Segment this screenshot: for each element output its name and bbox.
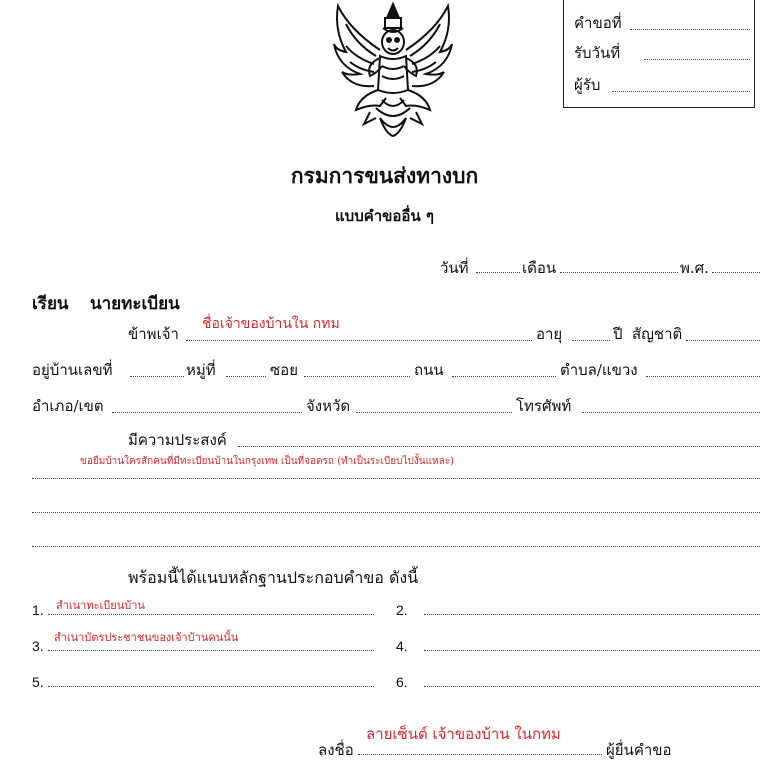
garuda-emblem-icon: [330, 0, 456, 138]
attachment-number: 4.: [396, 638, 408, 654]
phone-field[interactable]: [582, 412, 760, 413]
subdistrict-field[interactable]: [646, 376, 760, 377]
attachment-field[interactable]: [424, 686, 760, 687]
attachment-field[interactable]: [48, 686, 374, 687]
attachment-number: 3.: [32, 638, 44, 654]
road-label: ถนน: [414, 361, 444, 379]
form-title: แบบคำขออื่น ๆ: [335, 207, 434, 225]
nationality-label: สัญชาติ: [632, 325, 683, 343]
attachment-number: 6.: [396, 674, 408, 690]
province-field[interactable]: [356, 412, 512, 413]
purpose-line-4[interactable]: [32, 546, 760, 547]
agency-title: กรมการขนส่งทางบก: [290, 163, 479, 188]
attachments-heading: พร้อมนี้ได้แนบหลักฐานประกอบคำขอ ดังนี้: [128, 568, 419, 587]
attachment-field[interactable]: [48, 614, 374, 615]
soi-field[interactable]: [304, 376, 410, 377]
month-field[interactable]: [560, 272, 678, 273]
province-label: จังหวัด: [306, 397, 351, 415]
receipt-box: [563, 0, 755, 108]
attachment-field[interactable]: [424, 614, 760, 615]
age-label: อายุ: [536, 325, 563, 343]
age-field[interactable]: [572, 340, 610, 341]
phone-label: โทรศัพท์: [516, 397, 572, 415]
day-field[interactable]: [476, 272, 520, 273]
nationality-field[interactable]: [686, 340, 760, 341]
moo-field[interactable]: [226, 376, 266, 377]
attachment-number: 1.: [32, 602, 44, 618]
house-no-field[interactable]: [130, 376, 184, 377]
receiver-label: ผู้รับ: [574, 76, 601, 94]
request-no-field[interactable]: [630, 29, 750, 30]
attachment-number: 5.: [32, 674, 44, 690]
purpose-value: ขอยืมบ้านใครสักคนที่มีทะเบียนบ้านในกรุงเทพ เป็นที่จอดรถ (ทำเป็นระเบียบไปงั้นแหละ): [80, 456, 455, 467]
applicant-name-value: ชื่อเจ้าของบ้านใน กทม: [202, 316, 340, 332]
receiver-field[interactable]: [612, 91, 750, 92]
district-label: อำเภอ/เขต: [32, 397, 104, 415]
applicant-role-label: ผู้ยื่นคำขอ: [606, 741, 672, 759]
attachment-field[interactable]: [48, 650, 374, 651]
district-field[interactable]: [112, 412, 302, 413]
month-label: เดือน: [522, 259, 557, 277]
purpose-line-3[interactable]: [32, 512, 760, 513]
day-label: วันที่: [440, 259, 469, 277]
applicant-label: ข้าพเจ้า: [128, 325, 179, 343]
road-field[interactable]: [452, 376, 556, 377]
signature-label: ลงชื่อ: [318, 741, 354, 759]
purpose-line-2[interactable]: [32, 478, 760, 479]
attachment-field[interactable]: [424, 650, 760, 651]
house-no-label: อยู่บ้านเลขที่: [32, 361, 113, 379]
signature-field[interactable]: [358, 754, 602, 755]
received-date-field[interactable]: [644, 59, 750, 60]
moo-label: หมู่ที่: [186, 361, 216, 379]
year-field[interactable]: [712, 272, 760, 273]
salutation-recipient: นายทะเบียน: [90, 294, 180, 314]
attachment-number: 2.: [396, 602, 408, 618]
subdistrict-label: ตำบล/แขวง: [560, 361, 638, 379]
purpose-label: มีความประสงค์: [128, 431, 227, 449]
applicant-name-field[interactable]: [186, 340, 532, 341]
salutation-label: เรียน: [32, 294, 69, 314]
request-no-label: คำขอที่: [574, 14, 622, 32]
age-unit-label: ปี: [613, 325, 623, 343]
signature-value: ลายเซ็นต์ เจ้าของบ้าน ในกทม: [366, 725, 561, 743]
attachment-value: สำเนาทะเบียนบ้าน: [56, 599, 145, 612]
received-date-label: รับวันที่: [574, 44, 621, 62]
purpose-field[interactable]: [238, 446, 760, 447]
soi-label: ซอย: [270, 361, 298, 379]
attachment-value: สำเนาบัตรประชาชนของเจ้าบ้านคนนั้น: [54, 631, 239, 644]
year-label: พ.ศ.: [680, 259, 709, 277]
